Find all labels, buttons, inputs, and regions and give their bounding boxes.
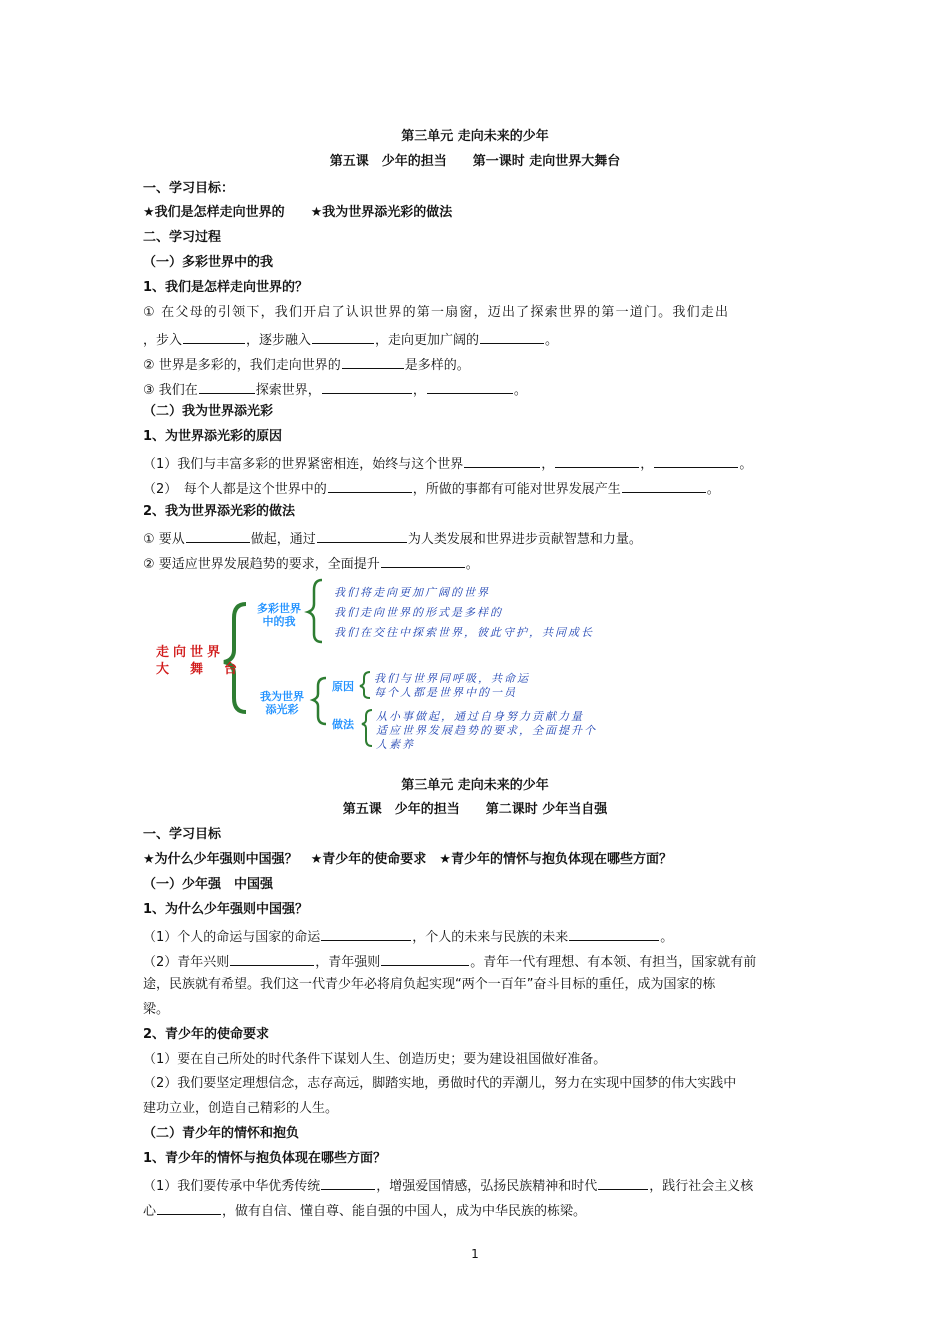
text: ，所做的事都有可能对世界发展产生 <box>412 482 621 497</box>
q2-a-line <box>143 453 808 474</box>
node-colorful-world <box>250 602 308 628</box>
fill-blank[interactable] <box>381 553 465 568</box>
text: ，做有自信、懂自尊、能自强的中国人，成为中华民族的栋梁。 <box>222 1204 587 1219</box>
lesson-title: 第五课 少年的担当 第一课时 走向世界大舞台 <box>329 154 621 169</box>
process-heading: 二、学习过程 <box>143 230 222 245</box>
goals: ★我们是怎样走向世界的 ★我为世界添光彩的做法 <box>143 205 453 220</box>
fill-blank[interactable] <box>321 1175 375 1190</box>
fill-blank[interactable] <box>321 926 411 941</box>
text: （1）个人的命运与国家的命运 <box>143 930 321 945</box>
unit-title-2: 第三单元 走向未来的少年 <box>401 778 549 793</box>
text: 。 <box>706 482 720 497</box>
q3-b-line <box>143 553 808 574</box>
fill-blank[interactable] <box>622 478 706 493</box>
sub-reason: 原因 <box>332 680 354 693</box>
q3-a-line <box>143 528 808 549</box>
text: 。 <box>660 930 674 945</box>
l2-q2-a: （1）要在自己所处的时代条件下谋划人生、创造历史；要为建设祖国做好准备。 <box>143 1052 607 1067</box>
fill-blank[interactable] <box>569 926 659 941</box>
leaf: 我们将走向更加广阔的世界 <box>334 586 490 599</box>
q1-heading-2: 1、为什么少年强则中国强？ <box>143 902 309 917</box>
l2-q1-b-line3: 梁。 <box>143 1002 170 1017</box>
fill-blank[interactable] <box>464 453 540 468</box>
text: （2） 每个人都是这个世界中的 <box>143 482 327 497</box>
mind-map <box>150 574 670 754</box>
fill-blank[interactable] <box>328 478 412 493</box>
l2-q1-b-line2: 途，民族就有希望。我们这一代青少年必将肩负起实现“两个一百年”奋斗目标的重任，成为国家的栋 <box>143 977 716 992</box>
page-number: 1 <box>471 1247 479 1261</box>
fill-blank[interactable] <box>230 951 314 966</box>
node-add-luster <box>252 690 312 716</box>
node1-line1: 多彩世界 <box>257 602 301 615</box>
fill-blank[interactable] <box>654 453 738 468</box>
text: 是多样的。 <box>404 358 470 373</box>
part2-heading-2: （二）青少年的情怀和抱负 <box>143 1126 300 1141</box>
l2-q3-a-line1 <box>143 1175 808 1196</box>
root-line2: 大 舞 台 <box>156 662 242 677</box>
node2-line2: 添光彩 <box>265 703 299 716</box>
unit-title: 第三单元 走向未来的少年 <box>401 129 549 144</box>
text: （1）我们与丰富多彩的世界紧密相连，始终与这个世界 <box>143 457 464 472</box>
q1-heading: 1、我们是怎样走向世界的？ <box>143 280 309 295</box>
fill-blank[interactable] <box>199 379 255 394</box>
text: ② 要适应世界发展趋势的要求，全面提升 <box>143 557 380 572</box>
part1-heading: （一）多彩世界中的我 <box>143 255 274 270</box>
text: 。 <box>739 457 753 472</box>
text: 为人类发展和世界进步贡献智慧和力量。 <box>407 532 642 547</box>
text: ， <box>541 457 555 472</box>
fill-blank[interactable] <box>312 329 374 344</box>
text: 。 <box>465 557 479 572</box>
fill-blank[interactable] <box>342 354 404 369</box>
l2-q2-b-line1: （2）我们要坚定理想信念，志存高远，脚踏实地，勇做时代的弄潮儿，努力在实现中国梦的伟大实践中 <box>143 1076 737 1091</box>
text: ， <box>640 457 654 472</box>
q1-a-line2 <box>143 329 808 350</box>
sub-method: 做法 <box>332 718 354 731</box>
l2-q3-a-line2 <box>143 1200 808 1221</box>
fill-blank[interactable] <box>322 379 412 394</box>
q2-heading-2: 2、青少年的使命要求 <box>143 1027 270 1042</box>
q1-c-line <box>143 379 808 400</box>
text: （1）我们要传承中华优秀传统 <box>143 1179 321 1194</box>
fill-blank[interactable] <box>598 1175 648 1190</box>
text: ， <box>412 383 426 398</box>
l2-q1-b-line1 <box>143 951 808 972</box>
text: 心 <box>143 1204 157 1219</box>
goals-heading-2: 一、学习目标 <box>143 827 222 842</box>
root-line1: 走向世界 <box>156 645 225 660</box>
q3-heading: 2、我为世界添光彩的做法 <box>143 504 296 519</box>
node2-line1: 我为世界 <box>260 690 304 703</box>
text: ，增强爱国情感，弘扬民族精神和时代 <box>376 1179 598 1194</box>
fill-blank[interactable] <box>157 1200 221 1215</box>
text: ② 世界是多彩的，我们走向世界的 <box>143 358 341 373</box>
q3-heading-2: 1、青少年的情怀与抱负体现在哪些方面？ <box>143 1151 387 1166</box>
text: 。 <box>545 333 559 348</box>
mind-map-root <box>156 644 241 678</box>
q1-b-line <box>143 354 808 375</box>
text: 做起，通过 <box>250 532 316 547</box>
fill-blank[interactable] <box>555 453 639 468</box>
goals-2: ★为什么少年强则中国强？ ★青少年的使命要求 ★青少年的情怀与抱负体现在哪些方面？ <box>143 852 672 867</box>
fill-blank[interactable] <box>381 951 469 966</box>
goals-heading: 一、学习目标： <box>143 181 235 196</box>
leaf: 适应世界发展趋势的要求，全面提升个 <box>376 724 597 737</box>
text: ，个人的未来与民族的未来 <box>412 930 569 945</box>
text: ① 要从 <box>143 532 185 547</box>
part2-heading: （二）我为世界添光彩 <box>143 404 274 419</box>
node1-line2: 中的我 <box>262 615 296 628</box>
text: ，逐步融入 <box>246 333 312 348</box>
q1-a-line1: ① 在父母的引领下，我们开启了认识世界的第一扇窗，迈出了探索世界的第一道门。我们走出 <box>143 305 730 320</box>
part1-heading-2: （一）少年强 中国强 <box>143 877 274 892</box>
leaf: 人素养 <box>376 738 415 751</box>
text: （2）青年兴则 <box>143 955 230 970</box>
leaf: 从小事做起，通过自身努力贡献力量 <box>376 710 584 723</box>
lesson-title-2: 第五课 少年的担当 第二课时 少年当自强 <box>342 802 608 817</box>
fill-blank[interactable] <box>183 329 245 344</box>
fill-blank[interactable] <box>186 528 250 543</box>
text: ，步入 <box>143 333 183 348</box>
fill-blank[interactable] <box>480 329 544 344</box>
q2-b-line <box>143 478 808 499</box>
l2-q2-b-line2: 建功立业，创造自己精彩的人生。 <box>143 1101 339 1116</box>
q2-heading: 1、为世界添光彩的原因 <box>143 429 283 444</box>
text: 。青年一代有理想、有本领、有担当，国家就有前 <box>470 955 757 970</box>
text: ，青年强则 <box>315 955 381 970</box>
fill-blank[interactable] <box>317 528 407 543</box>
l2-q1-a-line <box>143 926 808 947</box>
leaf: 我们走向世界的形式是多样的 <box>334 606 503 619</box>
leaf: 我们与世界同呼吸，共命运 <box>374 672 530 685</box>
fill-blank[interactable] <box>427 379 513 394</box>
text: ，走向更加广阔的 <box>375 333 480 348</box>
leaf: 我们在交往中探索世界，彼此守护，共同成长 <box>334 626 594 639</box>
text: 探索世界， <box>255 383 321 398</box>
text: ③ 我们在 <box>143 383 198 398</box>
leaf: 每个人都是世界中的一员 <box>374 686 517 699</box>
text: ，践行社会主义核 <box>649 1179 754 1194</box>
text: 。 <box>513 383 527 398</box>
